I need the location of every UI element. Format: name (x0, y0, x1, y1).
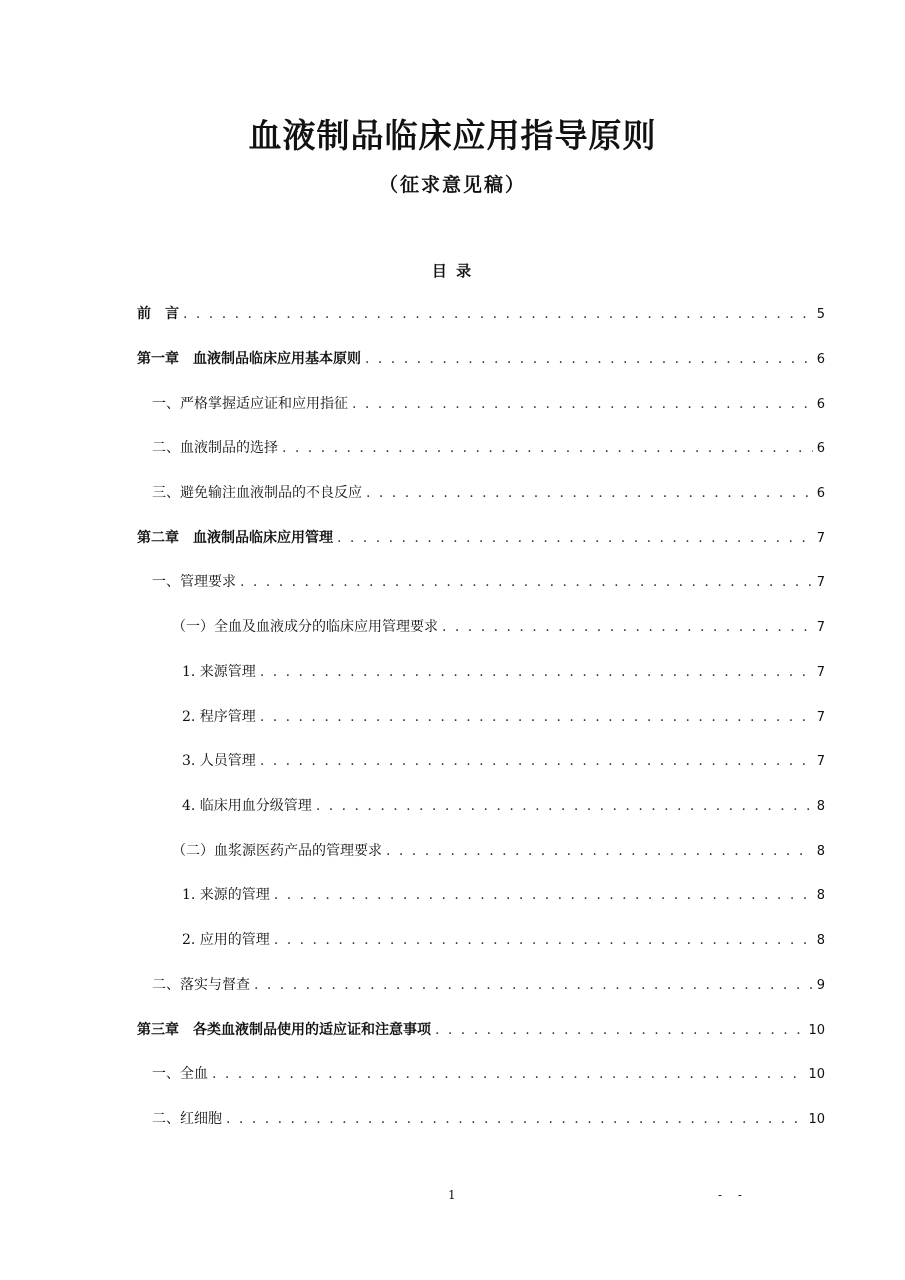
toc-entry-page: 8 (816, 888, 825, 903)
toc-entry[interactable] (0, 392, 905, 416)
toc-entry-label: 前 言 (137, 306, 179, 322)
toc-entry[interactable] (0, 481, 905, 505)
toc-entry-page: 6 (816, 441, 825, 456)
toc-leader-dots (274, 883, 813, 907)
toc-entry[interactable] (0, 436, 905, 460)
toc-entry-label: 二、落实与督查 (152, 977, 250, 993)
toc-heading: 目 录 (431, 262, 474, 280)
toc-leader-dots (254, 973, 813, 997)
toc-leader-dots (183, 302, 813, 326)
toc-entry[interactable] (0, 570, 905, 594)
toc-entry[interactable] (0, 928, 905, 952)
toc-entry[interactable] (0, 1107, 905, 1131)
toc-entry-page: 6 (816, 352, 825, 367)
footer-mark: - - (718, 1188, 748, 1202)
document-title: 血液制品临床应用指导原则 (248, 116, 657, 155)
toc-entry[interactable] (0, 705, 905, 729)
toc-entry-label: 一、管理要求 (152, 574, 236, 590)
toc-leader-dots (316, 794, 813, 818)
toc-entry-label: 二、血液制品的选择 (152, 440, 278, 456)
toc-leader-dots (212, 1062, 804, 1086)
toc-leader-dots (282, 436, 813, 460)
toc-entry-label: 二、红细胞 (152, 1111, 222, 1127)
toc-entry[interactable] (0, 1062, 905, 1086)
toc-leader-dots (442, 615, 813, 639)
toc-entry-page: 10 (808, 1023, 825, 1038)
toc-entry[interactable] (0, 794, 905, 818)
toc-entry-page: 5 (816, 307, 825, 322)
toc-entry[interactable] (0, 973, 905, 997)
toc-entry-page: 7 (816, 575, 825, 590)
toc-entry[interactable] (0, 660, 905, 684)
toc-entry-page: 7 (816, 620, 825, 635)
toc-entry[interactable] (0, 883, 905, 907)
toc-entry-label: 第三章 各类血液制品使用的适应证和注意事项 (137, 1022, 431, 1038)
toc-entry[interactable] (0, 1018, 905, 1042)
toc-entry[interactable] (0, 839, 905, 863)
toc-entry-label: （二）血浆源医药产品的管理要求 (172, 843, 382, 859)
toc-entry-label: 1. 来源管理 (182, 664, 256, 680)
toc-leader-dots (337, 526, 813, 550)
toc-leader-dots (435, 1018, 804, 1042)
toc-entry[interactable] (0, 526, 905, 550)
toc-entry-label: 4. 临床用血分级管理 (182, 798, 312, 814)
toc-entry-page: 8 (816, 799, 825, 814)
toc-entry[interactable] (0, 347, 905, 371)
toc-entry-label: 第二章 血液制品临床应用管理 (137, 530, 333, 546)
toc-entry-page: 6 (816, 486, 825, 501)
toc-leader-dots (274, 928, 813, 952)
toc-entry-label: 1. 来源的管理 (182, 887, 270, 903)
toc-entry-page: 8 (816, 844, 825, 859)
toc-entry-label: 2. 程序管理 (182, 709, 256, 725)
toc-entry-page: 7 (816, 531, 825, 546)
document-subtitle: （征求意见稿） (378, 174, 526, 196)
toc-leader-dots (366, 481, 813, 505)
toc-entry[interactable] (0, 302, 905, 326)
toc-leader-dots (260, 660, 813, 684)
toc-entry-page: 7 (816, 754, 825, 769)
toc-entry-page: 10 (808, 1067, 825, 1082)
toc-leader-dots (260, 749, 813, 773)
toc-entry-label: 一、严格掌握适应证和应用指征 (152, 396, 348, 412)
toc-entry-page: 7 (816, 710, 825, 725)
toc-entry[interactable] (0, 615, 905, 639)
toc-leader-dots (240, 570, 813, 594)
toc-leader-dots (260, 705, 813, 729)
footer-page-number: 1 (448, 1188, 456, 1202)
toc-entry-label: 2. 应用的管理 (182, 932, 270, 948)
toc-leader-dots (365, 347, 813, 371)
toc-entry-label: （一）全血及血液成分的临床应用管理要求 (172, 619, 438, 635)
toc-entry-page: 10 (808, 1112, 825, 1127)
toc-leader-dots (352, 392, 813, 416)
toc-entry-label: 三、避免输注血液制品的不良反应 (152, 485, 362, 501)
toc-entry-page: 8 (816, 933, 825, 948)
toc-entry-page: 6 (816, 397, 825, 412)
toc-leader-dots (226, 1107, 804, 1131)
toc-entry-label: 一、全血 (152, 1066, 208, 1082)
toc-entry[interactable] (0, 749, 905, 773)
toc-entry-page: 7 (816, 665, 825, 680)
toc-entry-page: 9 (816, 978, 825, 993)
toc-entry-label: 3. 人员管理 (182, 753, 256, 769)
toc-entry-label: 第一章 血液制品临床应用基本原则 (137, 351, 361, 367)
toc-leader-dots (386, 839, 813, 863)
